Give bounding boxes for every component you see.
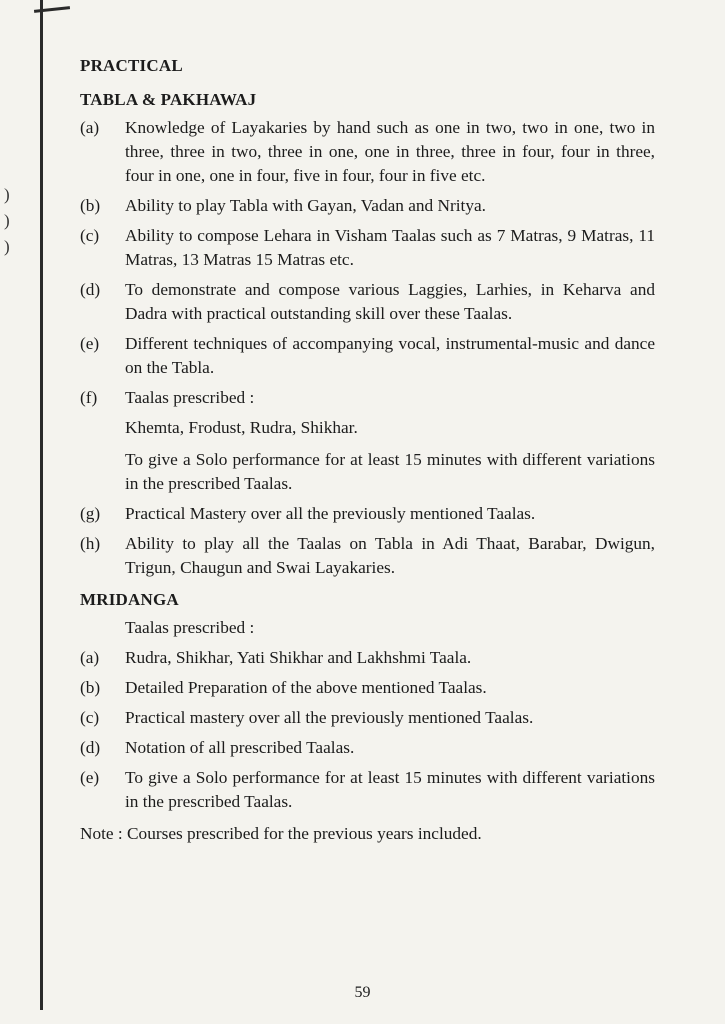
item-label: (c) bbox=[80, 226, 100, 245]
item-text: Ability to play all the Taalas on Tabla in Adi Thaat, Barabar, Dwigun, Trigun, Chaugun and Swai Layakaries. bbox=[125, 534, 655, 577]
item-label: (c) bbox=[80, 708, 100, 727]
item-text: Knowledge of Layakaries by hand such as one in two, two in one, two in three, three in two, three in one, one in three, three in four, four in three, four in one, one in four, five in four, four in five etc. bbox=[125, 118, 655, 185]
tabla-item bbox=[80, 502, 655, 526]
tabla-item bbox=[80, 332, 655, 380]
item-label: (g) bbox=[80, 504, 101, 523]
tabla-item bbox=[80, 386, 655, 410]
item-label: (d) bbox=[80, 280, 101, 299]
item-label: (b) bbox=[80, 196, 101, 215]
item-label: (a) bbox=[80, 648, 100, 667]
heading-tabla-pakhawaj: TABLA & PAKHAWAJ bbox=[80, 90, 257, 109]
item-label: (e) bbox=[80, 334, 100, 353]
item-label: (a) bbox=[80, 118, 100, 137]
margin-mark: ) bbox=[4, 185, 10, 204]
section-title-practical: PRACTICAL bbox=[80, 56, 183, 75]
item-label: (f) bbox=[80, 388, 98, 407]
item-text: Taalas prescribed : bbox=[125, 388, 255, 407]
mridanga-item bbox=[80, 676, 655, 700]
margin-marks bbox=[4, 182, 18, 260]
item-text: Practical mastery over all the previously mentioned Taalas. bbox=[125, 708, 534, 727]
margin-mark: ) bbox=[4, 237, 10, 256]
tabla-item bbox=[80, 278, 655, 326]
item-label: (b) bbox=[80, 678, 101, 697]
tabla-item bbox=[80, 194, 655, 218]
item-text: Detailed Preparation of the above mentioned Taalas. bbox=[125, 678, 487, 697]
tabla-item bbox=[80, 116, 655, 188]
mridanga-item bbox=[80, 766, 655, 814]
mridanga-item bbox=[80, 646, 655, 670]
mridanga-item bbox=[80, 736, 655, 760]
page-binding-edge bbox=[40, 0, 43, 1010]
tabla-item bbox=[80, 224, 655, 272]
item-text: To demonstrate and compose various Laggies, Larhies, in Keharva and Dadra with practical outstanding skill over these Taalas. bbox=[125, 280, 655, 323]
item-label: (h) bbox=[80, 534, 101, 553]
mridanga-intro: Taalas prescribed : bbox=[125, 618, 255, 637]
item-text: Different techniques of accompanying vocal, instrumental-music and dance on the Tabla. bbox=[125, 334, 655, 377]
margin-mark: ) bbox=[4, 211, 10, 230]
footnote: Note : Courses prescribed for the previous years included. bbox=[80, 824, 482, 843]
tabla-item bbox=[80, 532, 655, 580]
item-text: Ability to compose Lehara in Visham Taalas such as 7 Matras, 9 Matras, 11 Matras, 13 Matras 15 Matras etc. bbox=[125, 226, 655, 269]
item-text: To give a Solo performance for at least 15 minutes with different variations in the prescribed Taalas. bbox=[125, 768, 655, 811]
item-text: Notation of all prescribed Taalas. bbox=[125, 738, 355, 757]
heading-mridanga: MRIDANGA bbox=[80, 590, 179, 609]
item-text: Practical Mastery over all the previously mentioned Taalas. bbox=[125, 504, 536, 523]
page-number: 59 bbox=[354, 984, 371, 1001]
page-content bbox=[80, 56, 655, 846]
tabla-f-solo: To give a Solo performance for at least 15 minutes with different variations in the prescribed Taalas. bbox=[125, 450, 655, 493]
tabla-f-taalas: Khemta, Frodust, Rudra, Shikhar. bbox=[125, 418, 358, 437]
mridanga-item bbox=[80, 706, 655, 730]
item-label: (d) bbox=[80, 738, 101, 757]
item-label: (e) bbox=[80, 768, 100, 787]
item-text: Rudra, Shikhar, Yati Shikhar and Lakhshmi Taala. bbox=[125, 648, 472, 667]
item-text: Ability to play Tabla with Gayan, Vadan and Nritya. bbox=[125, 196, 486, 215]
